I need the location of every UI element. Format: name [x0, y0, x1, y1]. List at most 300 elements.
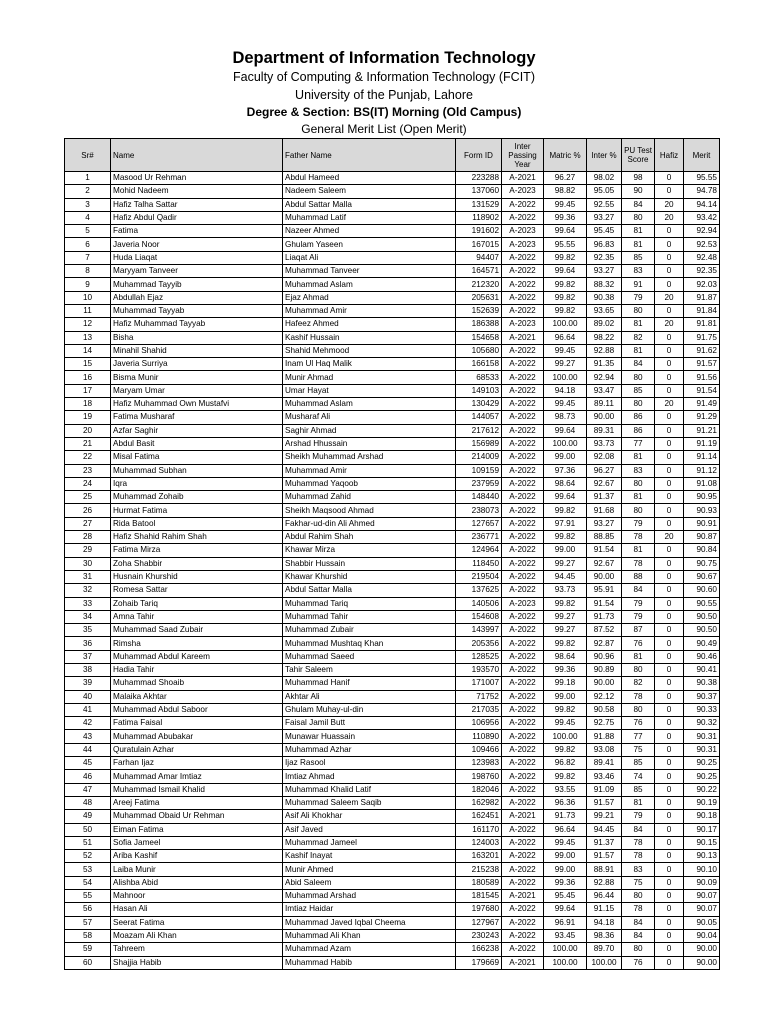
passing-year-cell: A-2022	[502, 730, 544, 743]
father-name-cell: Ghulam Yaseen	[283, 238, 456, 251]
form-id-cell: 124964	[456, 544, 502, 557]
form-id-cell: 94407	[456, 251, 502, 264]
table-row	[65, 544, 720, 557]
table-row	[65, 411, 720, 424]
inter-cell: 91.73	[587, 610, 622, 623]
name-cell: Hafiz Muhammad Own Mustafvi	[111, 398, 283, 411]
name-cell: Malaika Akhtar	[111, 690, 283, 703]
hafiz-cell: 0	[655, 172, 684, 185]
passing-year-cell: A-2022	[502, 358, 544, 371]
matric-cell: 99.27	[544, 610, 587, 623]
sr-cell: 29	[65, 544, 111, 557]
passing-year-cell: A-2023	[502, 225, 544, 238]
form-id-cell: 118450	[456, 557, 502, 570]
sr-cell: 13	[65, 331, 111, 344]
hafiz-cell: 0	[655, 557, 684, 570]
matric-cell: 99.82	[544, 743, 587, 756]
father-name-cell: Muhammad Jameel	[283, 836, 456, 849]
pu-test-cell: 80	[622, 211, 655, 224]
father-name-cell: Muhammad Tanveer	[283, 265, 456, 278]
merit-cell: 90.87	[684, 531, 720, 544]
sr-cell: 39	[65, 677, 111, 690]
pu-test-cell: 81	[622, 318, 655, 331]
matric-cell: 94.18	[544, 384, 587, 397]
inter-cell: 92.55	[587, 198, 622, 211]
form-id-cell: 166238	[456, 943, 502, 956]
pu-test-cell: 84	[622, 358, 655, 371]
merit-cell: 90.55	[684, 597, 720, 610]
merit-cell: 91.56	[684, 371, 720, 384]
name-cell: Rimsha	[111, 637, 283, 650]
form-id-cell: 149103	[456, 384, 502, 397]
inter-cell: 92.88	[587, 876, 622, 889]
name-cell: Zohaib Tariq	[111, 597, 283, 610]
table-row	[65, 876, 720, 889]
passing-year-cell: A-2022	[502, 451, 544, 464]
pu-test-cell: 81	[622, 225, 655, 238]
matric-cell: 99.27	[544, 557, 587, 570]
table-row	[65, 690, 720, 703]
inter-cell: 90.38	[587, 291, 622, 304]
hafiz-cell: 0	[655, 477, 684, 490]
sr-cell: 2	[65, 185, 111, 198]
department-title: Department of Information Technology	[232, 49, 536, 67]
inter-cell: 89.41	[587, 757, 622, 770]
passing-year-cell: A-2022	[502, 823, 544, 836]
table-row	[65, 890, 720, 903]
father-name-cell: Muhammad Tahir	[283, 610, 456, 623]
col-header-inter-passing-year: Inter Passing Year	[502, 139, 544, 172]
form-id-cell: 186388	[456, 318, 502, 331]
merit-cell: 90.15	[684, 836, 720, 849]
inter-cell: 89.31	[587, 424, 622, 437]
matric-cell: 96.91	[544, 916, 587, 929]
name-cell: Quratulain Azhar	[111, 743, 283, 756]
passing-year-cell: A-2022	[502, 929, 544, 942]
merit-cell: 91.87	[684, 291, 720, 304]
sr-cell: 45	[65, 757, 111, 770]
sr-cell: 53	[65, 863, 111, 876]
name-cell: Hasan Ali	[111, 903, 283, 916]
inter-cell: 91.37	[587, 836, 622, 849]
sr-cell: 27	[65, 517, 111, 530]
hafiz-cell: 20	[655, 198, 684, 211]
father-name-cell: Ghulam Muhay-ul-din	[283, 703, 456, 716]
form-id-cell: 198760	[456, 770, 502, 783]
passing-year-cell: A-2022	[502, 836, 544, 849]
name-cell: Iqra	[111, 477, 283, 490]
hafiz-cell: 0	[655, 916, 684, 929]
matric-cell: 99.64	[544, 225, 587, 238]
merit-cell: 90.07	[684, 890, 720, 903]
name-cell: Farhan Ijaz	[111, 757, 283, 770]
sr-cell: 42	[65, 717, 111, 730]
table-row	[65, 531, 720, 544]
inter-cell: 93.27	[587, 265, 622, 278]
inter-cell: 88.32	[587, 278, 622, 291]
hafiz-cell: 0	[655, 610, 684, 623]
hafiz-cell: 0	[655, 371, 684, 384]
inter-cell: 90.00	[587, 677, 622, 690]
matric-cell: 99.82	[544, 304, 587, 317]
passing-year-cell: A-2022	[502, 291, 544, 304]
table-row	[65, 584, 720, 597]
merit-cell: 91.75	[684, 331, 720, 344]
hafiz-cell: 0	[655, 637, 684, 650]
hafiz-cell: 0	[655, 251, 684, 264]
merit-cell: 90.67	[684, 570, 720, 583]
table-row	[65, 278, 720, 291]
passing-year-cell: A-2022	[502, 265, 544, 278]
sr-cell: 19	[65, 411, 111, 424]
matric-cell: 99.36	[544, 876, 587, 889]
hafiz-cell: 0	[655, 624, 684, 637]
pu-test-cell: 84	[622, 929, 655, 942]
sr-cell: 52	[65, 850, 111, 863]
form-id-cell: 144057	[456, 411, 502, 424]
sr-cell: 54	[65, 876, 111, 889]
hafiz-cell: 20	[655, 398, 684, 411]
table-row	[65, 757, 720, 770]
matric-cell: 93.55	[544, 783, 587, 796]
merit-cell: 93.42	[684, 211, 720, 224]
father-name-cell: Abdul Sattar Malla	[283, 198, 456, 211]
merit-cell: 90.84	[684, 544, 720, 557]
passing-year-cell: A-2022	[502, 943, 544, 956]
hafiz-cell: 0	[655, 690, 684, 703]
pu-test-cell: 78	[622, 557, 655, 570]
father-name-cell: Liaqat Ali	[283, 251, 456, 264]
passing-year-cell: A-2022	[502, 624, 544, 637]
father-name-cell: Inam Ul Haq Malik	[283, 358, 456, 371]
table-row	[65, 225, 720, 238]
passing-year-cell: A-2022	[502, 850, 544, 863]
passing-year-cell: A-2022	[502, 411, 544, 424]
hafiz-cell: 0	[655, 823, 684, 836]
table-row	[65, 358, 720, 371]
form-id-cell: 219504	[456, 570, 502, 583]
table-row	[65, 371, 720, 384]
father-name-cell: Imtiaz Haidar	[283, 903, 456, 916]
pu-test-cell: 79	[622, 810, 655, 823]
sr-cell: 28	[65, 531, 111, 544]
form-id-cell: 154658	[456, 331, 502, 344]
merit-cell: 94.78	[684, 185, 720, 198]
inter-cell: 89.11	[587, 398, 622, 411]
merit-table-body	[65, 172, 720, 970]
inter-cell: 93.27	[587, 211, 622, 224]
matric-cell: 99.00	[544, 863, 587, 876]
name-cell: Hafiz Shahid Rahim Shah	[111, 531, 283, 544]
matric-cell: 99.64	[544, 903, 587, 916]
form-id-cell: 217035	[456, 703, 502, 716]
father-name-cell: Muhammad Ali Khan	[283, 929, 456, 942]
matric-cell: 100.00	[544, 943, 587, 956]
hafiz-cell: 0	[655, 304, 684, 317]
passing-year-cell: A-2022	[502, 517, 544, 530]
col-header-name: Name	[111, 139, 283, 172]
table-row	[65, 836, 720, 849]
name-cell: Mahnoor	[111, 890, 283, 903]
pu-test-cell: 80	[622, 663, 655, 676]
passing-year-cell: A-2022	[502, 650, 544, 663]
father-name-cell: Muhammad Azhar	[283, 743, 456, 756]
hafiz-cell: 0	[655, 743, 684, 756]
passing-year-cell: A-2022	[502, 903, 544, 916]
pu-test-cell: 75	[622, 743, 655, 756]
father-name-cell: Shabbir Hussain	[283, 557, 456, 570]
form-id-cell: 68533	[456, 371, 502, 384]
father-name-cell: Akhtar Ali	[283, 690, 456, 703]
merit-cell: 90.37	[684, 690, 720, 703]
name-cell: Muhammad Abdul Kareem	[111, 650, 283, 663]
hafiz-cell: 0	[655, 265, 684, 278]
pu-test-cell: 98	[622, 172, 655, 185]
hafiz-cell: 0	[655, 783, 684, 796]
matric-cell: 99.64	[544, 265, 587, 278]
passing-year-cell: A-2022	[502, 757, 544, 770]
form-id-cell: 140506	[456, 597, 502, 610]
pu-test-cell: 75	[622, 876, 655, 889]
father-name-cell: Abdul Sattar Malla	[283, 584, 456, 597]
pu-test-cell: 80	[622, 477, 655, 490]
sr-cell: 14	[65, 344, 111, 357]
father-name-cell: Muhammad Aslam	[283, 398, 456, 411]
sr-cell: 26	[65, 504, 111, 517]
hafiz-cell: 0	[655, 730, 684, 743]
pu-test-cell: 74	[622, 770, 655, 783]
sr-cell: 55	[65, 890, 111, 903]
pu-test-cell: 84	[622, 823, 655, 836]
table-row	[65, 610, 720, 623]
sr-cell: 41	[65, 703, 111, 716]
pu-test-cell: 76	[622, 717, 655, 730]
inter-cell: 92.35	[587, 251, 622, 264]
form-id-cell: 164571	[456, 265, 502, 278]
matric-cell: 99.82	[544, 504, 587, 517]
table-row	[65, 464, 720, 477]
pu-test-cell: 80	[622, 890, 655, 903]
name-cell: Hafiz Muhammad Tayyab	[111, 318, 283, 331]
father-name-cell: Faisal Jamil Butt	[283, 717, 456, 730]
father-name-cell: Nazeer Ahmed	[283, 225, 456, 238]
name-cell: Muhammad Abdul Saboor	[111, 703, 283, 716]
merit-cell: 90.09	[684, 876, 720, 889]
father-name-cell: Muhammad Arshad	[283, 890, 456, 903]
hafiz-cell: 0	[655, 717, 684, 730]
merit-cell: 90.00	[684, 956, 720, 969]
hafiz-cell: 0	[655, 597, 684, 610]
passing-year-cell: A-2023	[502, 185, 544, 198]
sr-cell: 20	[65, 424, 111, 437]
pu-test-cell: 90	[622, 185, 655, 198]
hafiz-cell: 0	[655, 663, 684, 676]
inter-cell: 93.27	[587, 517, 622, 530]
form-id-cell: 182046	[456, 783, 502, 796]
father-name-cell: Muhammad Saeed	[283, 650, 456, 663]
hafiz-cell: 0	[655, 344, 684, 357]
form-id-cell: 205631	[456, 291, 502, 304]
passing-year-cell: A-2022	[502, 531, 544, 544]
form-id-cell: 223288	[456, 172, 502, 185]
merit-cell: 90.91	[684, 517, 720, 530]
merit-cell: 92.94	[684, 225, 720, 238]
matric-cell: 99.45	[544, 344, 587, 357]
merit-cell: 90.49	[684, 637, 720, 650]
inter-cell: 91.57	[587, 796, 622, 809]
merit-cell: 90.25	[684, 770, 720, 783]
name-cell: Maryyam Tanveer	[111, 265, 283, 278]
name-cell: Areej Fatima	[111, 796, 283, 809]
name-cell: Muhammad Tayyab	[111, 304, 283, 317]
pu-test-cell: 84	[622, 584, 655, 597]
passing-year-cell: A-2022	[502, 211, 544, 224]
name-cell: Sofia Jameel	[111, 836, 283, 849]
merit-cell: 91.29	[684, 411, 720, 424]
matric-cell: 99.18	[544, 677, 587, 690]
sr-cell: 5	[65, 225, 111, 238]
merit-cell: 90.13	[684, 850, 720, 863]
pu-test-cell: 80	[622, 504, 655, 517]
passing-year-cell: A-2022	[502, 677, 544, 690]
form-id-cell: 143997	[456, 624, 502, 637]
matric-cell: 99.27	[544, 624, 587, 637]
inter-cell: 95.05	[587, 185, 622, 198]
pu-test-cell: 79	[622, 291, 655, 304]
hafiz-cell: 0	[655, 703, 684, 716]
table-row	[65, 663, 720, 676]
father-name-cell: Muhammad Mushtaq Khan	[283, 637, 456, 650]
father-name-cell: Muhammad Saleem Saqib	[283, 796, 456, 809]
matric-cell: 99.64	[544, 491, 587, 504]
passing-year-cell: A-2022	[502, 916, 544, 929]
form-id-cell: 212320	[456, 278, 502, 291]
inter-cell: 91.88	[587, 730, 622, 743]
name-cell: Masood Ur Rehman	[111, 172, 283, 185]
matric-cell: 100.00	[544, 956, 587, 969]
merit-cell: 92.53	[684, 238, 720, 251]
table-row	[65, 398, 720, 411]
hafiz-cell: 0	[655, 491, 684, 504]
hafiz-cell: 0	[655, 836, 684, 849]
name-cell: Hurmat Fatima	[111, 504, 283, 517]
passing-year-cell: A-2022	[502, 570, 544, 583]
father-name-cell: Musharaf Ali	[283, 411, 456, 424]
hafiz-cell: 0	[655, 677, 684, 690]
inter-cell: 94.45	[587, 823, 622, 836]
sr-cell: 59	[65, 943, 111, 956]
father-name-cell: Muhammad Amir	[283, 464, 456, 477]
form-id-cell: 110890	[456, 730, 502, 743]
inter-cell: 92.12	[587, 690, 622, 703]
matric-cell: 99.00	[544, 690, 587, 703]
merit-cell: 91.54	[684, 384, 720, 397]
inter-cell: 91.54	[587, 597, 622, 610]
name-cell: Javeria Surriya	[111, 358, 283, 371]
hafiz-cell: 0	[655, 903, 684, 916]
name-cell: Romesa Sattar	[111, 584, 283, 597]
passing-year-cell: A-2022	[502, 876, 544, 889]
name-cell: Fatima Musharaf	[111, 411, 283, 424]
form-id-cell: 154608	[456, 610, 502, 623]
table-row	[65, 198, 720, 211]
form-id-cell: 171007	[456, 677, 502, 690]
inter-cell: 91.57	[587, 850, 622, 863]
form-id-cell: 238073	[456, 504, 502, 517]
father-name-cell: Saghir Ahmad	[283, 424, 456, 437]
name-cell: Zoha Shabbir	[111, 557, 283, 570]
matric-cell: 99.82	[544, 251, 587, 264]
form-id-cell: 131529	[456, 198, 502, 211]
father-name-cell: Muhammad Yaqoob	[283, 477, 456, 490]
form-id-cell: 105680	[456, 344, 502, 357]
inter-cell: 90.00	[587, 411, 622, 424]
sr-cell: 56	[65, 903, 111, 916]
inter-cell: 90.58	[587, 703, 622, 716]
inter-cell: 93.08	[587, 743, 622, 756]
passing-year-cell: A-2022	[502, 743, 544, 756]
pu-test-cell: 86	[622, 411, 655, 424]
table-row	[65, 624, 720, 637]
father-name-cell: Ijaz Rasool	[283, 757, 456, 770]
form-id-cell: 230243	[456, 929, 502, 942]
form-id-cell: 191602	[456, 225, 502, 238]
sr-cell: 58	[65, 929, 111, 942]
father-name-cell: Muhammad Aslam	[283, 278, 456, 291]
table-row	[65, 185, 720, 198]
merit-cell: 92.35	[684, 265, 720, 278]
passing-year-cell: A-2022	[502, 491, 544, 504]
form-id-cell: 236771	[456, 531, 502, 544]
name-cell: Hadia Tahir	[111, 663, 283, 676]
sr-cell: 17	[65, 384, 111, 397]
inter-cell: 93.65	[587, 304, 622, 317]
table-row	[65, 291, 720, 304]
sr-cell: 51	[65, 836, 111, 849]
father-name-cell: Umar Hayat	[283, 384, 456, 397]
merit-cell: 94.14	[684, 198, 720, 211]
name-cell: Moazam Ali Khan	[111, 929, 283, 942]
name-cell: Eiman Fatima	[111, 823, 283, 836]
form-id-cell: 163201	[456, 850, 502, 863]
form-id-cell: 109159	[456, 464, 502, 477]
pu-test-cell: 80	[622, 943, 655, 956]
merit-cell: 90.93	[684, 504, 720, 517]
passing-year-cell: A-2022	[502, 690, 544, 703]
table-row	[65, 238, 720, 251]
hafiz-cell: 0	[655, 943, 684, 956]
pu-test-cell: 85	[622, 783, 655, 796]
father-name-cell: Ejaz Ahmad	[283, 291, 456, 304]
matric-cell: 99.36	[544, 663, 587, 676]
matric-cell: 99.82	[544, 597, 587, 610]
passing-year-cell: A-2022	[502, 384, 544, 397]
merit-cell: 90.22	[684, 783, 720, 796]
table-row	[65, 491, 720, 504]
sr-cell: 33	[65, 597, 111, 610]
sr-cell: 30	[65, 557, 111, 570]
matric-cell: 99.00	[544, 850, 587, 863]
hafiz-cell: 0	[655, 185, 684, 198]
sr-cell: 38	[65, 663, 111, 676]
sr-cell: 48	[65, 796, 111, 809]
form-id-cell: 124003	[456, 836, 502, 849]
sr-cell: 35	[65, 624, 111, 637]
pu-test-cell: 91	[622, 278, 655, 291]
sr-cell: 1	[65, 172, 111, 185]
name-cell: Bisma Munir	[111, 371, 283, 384]
name-cell: Seerat Fatima	[111, 916, 283, 929]
